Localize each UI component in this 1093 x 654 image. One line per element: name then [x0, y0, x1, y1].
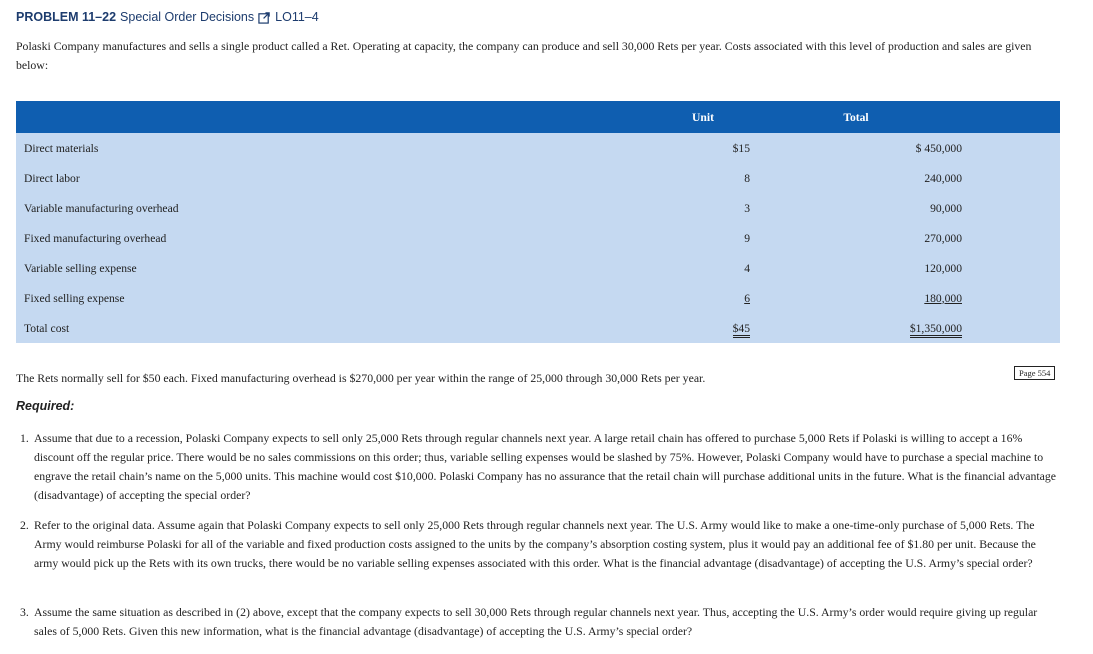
row-total — [750, 253, 962, 283]
intro-paragraph: Polaski Company manufactures and sells a single product called a Ret. Operating at capacity, the company can produce and sell 30,000 Rets per year. Costs associated with this level of production and sales are given below: — [16, 39, 1032, 72]
cost-table-header — [16, 101, 1060, 133]
unit-value: 9 — [744, 231, 750, 245]
total-value: 240,000 — [924, 171, 962, 185]
row-spacer — [962, 223, 1060, 253]
unit-value: 4 — [744, 261, 750, 275]
row-unit — [656, 253, 750, 283]
row-unit — [656, 163, 750, 193]
row-spacer — [962, 283, 1060, 313]
row-label: Fixed selling expense — [16, 283, 656, 313]
row-spacer — [962, 163, 1060, 193]
total-value: $ 450,000 — [915, 141, 962, 155]
row-unit — [656, 283, 750, 313]
row-unit — [656, 193, 750, 223]
problem-number: PROBLEM 11–22 — [16, 10, 117, 24]
row-label: Direct materials — [16, 133, 656, 163]
row-spacer — [962, 193, 1060, 223]
unit-value: 3 — [744, 201, 750, 215]
problem-title: Special Order Decisions — [120, 10, 255, 24]
table-row — [16, 283, 1060, 313]
row-total — [750, 133, 962, 163]
question-number: 1. — [20, 431, 29, 445]
unit-value: $45 — [733, 322, 750, 338]
learning-objective: LO11–4 — [275, 10, 319, 24]
question-number: 2. — [20, 518, 29, 532]
row-unit — [656, 133, 750, 163]
header-label — [16, 101, 656, 133]
table-row — [16, 133, 1060, 163]
total-value: 120,000 — [924, 261, 962, 275]
row-label: Variable manufacturing overhead — [16, 193, 656, 223]
question-text: Refer to the original data. Assume again that Polaski Company expects to sell only 25,000 Rets through regular channels next year. The U.S. Army would like to make a one-time-only purchase of 5,000 Rets. The Army would reimburse Polaski for all of the variable and fixed production costs assigned to the units by the company’s absorption costing system, plus it would pay an additional fee of $1.80 per unit. Because the army would pick up the Rets with its own trucks, there would be no variable selling expenses associated with this order. What is the financial advantage (disadvantage) of accepting the U.S. Army’s special order? — [34, 518, 1036, 570]
row-total — [750, 313, 962, 343]
row-spacer — [962, 133, 1060, 163]
external-link-icon[interactable] — [258, 11, 271, 24]
question-1 — [20, 429, 1060, 505]
total-value: $1,350,000 — [910, 322, 962, 338]
row-spacer — [962, 253, 1060, 283]
row-label: Direct labor — [16, 163, 656, 193]
question-number: 3. — [20, 605, 29, 619]
unit-value: $15 — [732, 141, 750, 155]
row-total — [750, 193, 962, 223]
row-total — [750, 163, 962, 193]
table-row — [16, 163, 1060, 193]
question-text: Assume the same situation as described in (2) above, except that the company expects to sell 30,000 Rets through regular channels next year. Thus, accepting the U.S. Army’s order would require giving up regular sales of 5,000 Rets. Given this new information, what is the financial advantage (disadvantage) of accepting the U.S. Army’s special order? — [34, 605, 1038, 638]
unit-value: 8 — [744, 171, 750, 185]
problem-header — [16, 10, 319, 24]
row-unit — [656, 313, 750, 343]
row-total — [750, 223, 962, 253]
row-spacer — [962, 313, 1060, 343]
page-reference: Page 554 — [1014, 366, 1055, 380]
required-heading: Required: — [16, 399, 75, 413]
table-row — [16, 253, 1060, 283]
row-label: Variable selling expense — [16, 253, 656, 283]
row-label: Total cost — [16, 313, 656, 343]
row-unit — [656, 223, 750, 253]
unit-value: 6 — [744, 291, 750, 305]
header-unit: Unit — [656, 101, 750, 133]
total-value: 180,000 — [924, 291, 962, 305]
normal-price-paragraph: The Rets normally sell for $50 each. Fixed manufacturing overhead is $270,000 per year within the range of 25,000 through 30,000 Rets per year. — [16, 371, 706, 385]
question-2 — [20, 516, 1060, 573]
row-total — [750, 283, 962, 313]
table-row — [16, 223, 1060, 253]
row-label: Fixed manufacturing overhead — [16, 223, 656, 253]
header-total: Total — [750, 101, 962, 133]
total-value: 90,000 — [930, 201, 962, 215]
header-spacer — [962, 101, 1060, 133]
total-value: 270,000 — [924, 231, 962, 245]
question-text: Assume that due to a recession, Polaski Company expects to sell only 25,000 Rets through regular channels next year. A large retail chain has offered to purchase 5,000 Rets if Polaski is willing to accept a 16% discount off the regular price. There would be no sales commissions on this order; thus, variable selling expenses would be slashed by 75%. However, Polaski Company would have to purchase a special machine to engrave the retail chain’s name on the 5,000 units. This machine would cost $10,000. Polaski Company has no assurance that the retail chain will purchase additional units in the future. What is the financial advantage (disadvantage) of accepting the special order? — [34, 431, 1057, 502]
table-row-total — [16, 313, 1060, 343]
question-3 — [20, 603, 1060, 641]
table-row — [16, 193, 1060, 223]
cost-table — [16, 101, 1060, 343]
